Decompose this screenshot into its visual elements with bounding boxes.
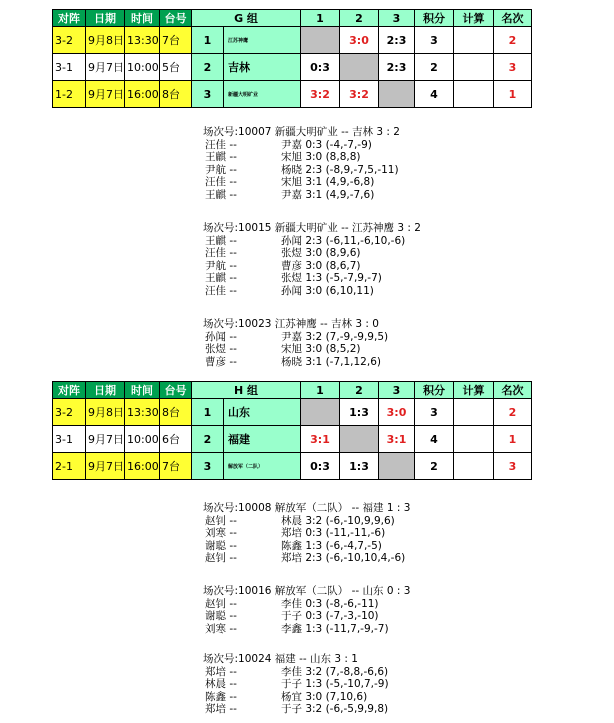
list-item (203, 139, 400, 152)
header-vs: 对阵 (53, 382, 86, 399)
time-cell: 13:30 (125, 27, 160, 54)
player-right-score: 宋旭 3:1 (4,9,-6,8) (281, 176, 375, 188)
player-right-score: 杨宜 3:0 (7,10,6) (281, 690, 368, 703)
player-right-score: 尹嘉 3:2 (7,-9,-9,9,5) (281, 330, 389, 343)
table-row (53, 426, 532, 453)
points-cell: 3 (415, 27, 454, 54)
list-item (203, 598, 410, 611)
match-block (203, 222, 421, 297)
score-cell (379, 453, 415, 480)
header-col-2: 2 (340, 10, 379, 27)
player-right-score: 李佳 3:2 (7,-8,8,-6,6) (281, 665, 389, 678)
header-col-1: 1 (301, 10, 340, 27)
player-left: 张煜 -- (205, 343, 237, 355)
list-item (203, 623, 410, 636)
match-title: 场次号:10024 福建 -- 山东 3 : 1 (203, 653, 358, 665)
time-cell: 10:00 (125, 426, 160, 453)
player-left: 郑培 -- (205, 703, 237, 715)
rank-cell: 2 (494, 399, 532, 426)
calc-cell (454, 453, 494, 480)
table-row (53, 81, 532, 108)
match-block (203, 653, 389, 716)
table-row (53, 453, 532, 480)
calc-cell (454, 27, 494, 54)
player-left: 王麒 -- (205, 234, 237, 247)
header-table: 台号 (160, 382, 192, 399)
list-item (203, 260, 421, 273)
player-left: 刘寒 -- (205, 622, 237, 635)
header-vs: 对阵 (53, 10, 86, 27)
match-title: 场次号:10007 新疆大明矿业 -- 吉林 3 : 2 (203, 126, 400, 138)
player-left: 汪佳 -- (205, 247, 237, 259)
match-title: 场次号:10016 解放军（二队） -- 山东 0 : 3 (203, 585, 411, 597)
table-cell: 7台 (160, 453, 192, 480)
table-row (53, 27, 532, 54)
team-cell: 吉林 (224, 54, 301, 81)
header-col-1: 1 (301, 382, 340, 399)
score-cell: 1:3 (340, 399, 379, 426)
table-cell: 7台 (160, 27, 192, 54)
player-right-score: 杨晓 2:3 (-8,9,-7,5,-11) (281, 163, 399, 176)
index-cell: 2 (192, 426, 224, 453)
score-cell: 3:1 (379, 426, 415, 453)
calc-cell (454, 399, 494, 426)
table-cell: 5台 (160, 54, 192, 81)
match-title: 场次号:10008 解放军（二队） -- 福建 1 : 3 (203, 502, 411, 514)
group-name: G 组 (192, 10, 301, 27)
calc-cell (454, 54, 494, 81)
team-cell: 解放军（二队） (224, 453, 301, 480)
team-cell: 山东 (224, 399, 301, 426)
player-left: 汪佳 -- (205, 284, 237, 297)
player-left: 陈鑫 -- (205, 690, 237, 703)
time-cell: 10:00 (125, 54, 160, 81)
list-item (203, 189, 400, 202)
index-cell: 3 (192, 453, 224, 480)
player-left: 林晨 -- (205, 678, 237, 690)
list-item (203, 552, 410, 565)
points-cell: 2 (415, 453, 454, 480)
player-right-score: 孙闻 2:3 (-6,11,-6,10,-6) (281, 234, 406, 247)
list-item (203, 515, 410, 528)
player-left: 王麒 -- (205, 272, 237, 284)
list-item (203, 540, 410, 553)
score-cell (301, 399, 340, 426)
score-cell: 1:3 (340, 453, 379, 480)
list-item (203, 690, 368, 704)
score-cell (340, 54, 379, 81)
date-cell: 9月8日 (86, 27, 125, 54)
index-cell: 1 (192, 399, 224, 426)
player-right-score: 于子 3:2 (-6,-5,9,9,8) (281, 703, 389, 715)
match-block (203, 502, 410, 565)
list-item (203, 176, 400, 189)
list-item (203, 272, 421, 285)
table-row (53, 399, 532, 426)
player-left: 汪佳 -- (205, 176, 237, 188)
table-cell: 8台 (160, 399, 192, 426)
header-time: 时间 (125, 10, 160, 27)
group-h-table (52, 381, 532, 480)
vs-cell: 3-1 (53, 426, 86, 453)
score-cell: 0:3 (301, 54, 340, 81)
player-left: 赵钊 -- (205, 597, 237, 610)
points-cell: 4 (415, 81, 454, 108)
score-cell: 3:2 (340, 81, 379, 108)
header-col-3: 3 (379, 10, 415, 27)
player-right-score: 陈鑫 1:3 (-6,-4,7,-5) (281, 539, 382, 552)
points-cell: 3 (415, 399, 454, 426)
rank-cell: 1 (494, 426, 532, 453)
table-cell: 8台 (160, 81, 192, 108)
score-cell (301, 27, 340, 54)
rank-cell: 1 (494, 81, 532, 108)
player-right-score: 宋旭 3:0 (8,8,8) (281, 151, 361, 163)
list-item (203, 235, 421, 248)
vs-cell: 3-2 (53, 27, 86, 54)
player-left: 曹彦 -- (205, 355, 237, 368)
player-right-score: 郑培 0:3 (-11,-11,-6) (281, 527, 386, 539)
list-item (203, 151, 400, 164)
player-right-score: 张煜 3:0 (8,9,6) (281, 247, 361, 259)
header-time: 时间 (125, 382, 160, 399)
header-col-3: 3 (379, 382, 415, 399)
list-item (203, 330, 389, 344)
list-item (203, 665, 389, 679)
score-cell: 0:3 (301, 453, 340, 480)
index-cell: 3 (192, 81, 224, 108)
header-date: 日期 (86, 382, 125, 399)
header-rank: 名次 (494, 382, 532, 399)
player-left: 王麒 -- (205, 188, 237, 201)
list-item (203, 164, 400, 177)
match-title: 场次号:10015 新疆大明矿业 -- 江苏神鹰 3 : 2 (203, 222, 421, 234)
player-right-score: 孙闻 3:0 (6,10,11) (281, 284, 374, 297)
player-right-score: 李鑫 1:3 (-11,7,-9,-7) (281, 622, 389, 635)
calc-cell (454, 81, 494, 108)
time-cell: 16:00 (125, 453, 160, 480)
header-points: 积分 (415, 10, 454, 27)
list-item (203, 343, 379, 356)
score-cell: 3:0 (340, 27, 379, 54)
header-rank: 名次 (494, 10, 532, 27)
match-block (203, 585, 410, 635)
points-cell: 2 (415, 54, 454, 81)
score-cell: 3:2 (301, 81, 340, 108)
player-right-score: 尹嘉 0:3 (-4,-7,-9) (281, 138, 372, 151)
team-cell: 新疆大明矿业 (224, 81, 301, 108)
score-cell (340, 426, 379, 453)
list-item (203, 703, 389, 716)
player-left: 尹航 -- (205, 259, 237, 272)
vs-cell: 2-1 (53, 453, 86, 480)
player-left: 谢聪 -- (205, 610, 237, 622)
score-cell: 2:3 (379, 54, 415, 81)
player-right-score: 于子 1:3 (-5,-10,7,-9) (281, 678, 389, 690)
player-left: 赵钊 -- (205, 552, 237, 564)
group-g-table (52, 9, 532, 108)
match-title: 场次号:10023 江苏神鹰 -- 吉林 3 : 0 (203, 318, 379, 330)
player-left: 汪佳 -- (205, 138, 237, 151)
list-item (203, 610, 410, 623)
player-left: 郑培 -- (205, 665, 237, 678)
player-left: 刘寒 -- (205, 527, 237, 539)
player-left: 尹航 -- (205, 163, 237, 176)
index-cell: 1 (192, 27, 224, 54)
player-right-score: 李佳 0:3 (-8,-6,-11) (281, 597, 379, 610)
player-left: 谢聪 -- (205, 539, 237, 552)
team-cell: 江苏神鹰 (224, 27, 301, 54)
header-calc: 计算 (454, 10, 494, 27)
group-h-header-row (53, 382, 532, 399)
list-item (203, 247, 421, 260)
calc-cell (454, 426, 494, 453)
header-col-2: 2 (340, 382, 379, 399)
date-cell: 9月8日 (86, 399, 125, 426)
list-item (203, 678, 389, 691)
group-g-header-row (53, 10, 532, 27)
player-right-score: 曹彦 3:0 (8,6,7) (281, 259, 361, 272)
player-right-score: 杨晓 3:1 (-7,1,12,6) (281, 355, 381, 368)
rank-cell: 3 (494, 54, 532, 81)
score-cell: 3:0 (379, 399, 415, 426)
player-right-score: 于子 0:3 (-7,-3,-10) (281, 610, 379, 622)
index-cell: 2 (192, 54, 224, 81)
rank-cell: 2 (494, 27, 532, 54)
score-cell (379, 81, 415, 108)
vs-cell: 1-2 (53, 81, 86, 108)
player-right-score: 郑培 2:3 (-6,-10,10,4,-6) (281, 552, 406, 564)
player-right-score: 尹嘉 3:1 (4,9,-7,6) (281, 188, 375, 201)
date-cell: 9月7日 (86, 54, 125, 81)
score-cell: 2:3 (379, 27, 415, 54)
match-block (203, 318, 389, 368)
player-right-score: 宋旭 3:0 (8,5,2) (281, 343, 361, 355)
list-item (203, 285, 421, 298)
table-cell: 6台 (160, 426, 192, 453)
date-cell: 9月7日 (86, 81, 125, 108)
player-left: 赵钊 -- (205, 514, 237, 527)
time-cell: 13:30 (125, 399, 160, 426)
team-cell: 福建 (224, 426, 301, 453)
header-calc: 计算 (454, 382, 494, 399)
header-points: 积分 (415, 382, 454, 399)
group-name: H 组 (192, 382, 301, 399)
player-left: 孙闻 -- (205, 330, 237, 343)
rank-cell: 3 (494, 453, 532, 480)
score-cell: 3:1 (301, 426, 340, 453)
points-cell: 4 (415, 426, 454, 453)
vs-cell: 3-1 (53, 54, 86, 81)
header-table: 台号 (160, 10, 192, 27)
player-left: 王麒 -- (205, 151, 237, 163)
player-right-score: 张煜 1:3 (-5,-7,9,-7) (281, 272, 382, 284)
match-block (203, 126, 400, 201)
header-date: 日期 (86, 10, 125, 27)
player-right-score: 林晨 3:2 (-6,-10,9,9,6) (281, 514, 395, 527)
date-cell: 9月7日 (86, 453, 125, 480)
list-item (203, 527, 410, 540)
vs-cell: 3-2 (53, 399, 86, 426)
time-cell: 16:00 (125, 81, 160, 108)
table-row (53, 54, 532, 81)
list-item (203, 356, 379, 369)
date-cell: 9月7日 (86, 426, 125, 453)
